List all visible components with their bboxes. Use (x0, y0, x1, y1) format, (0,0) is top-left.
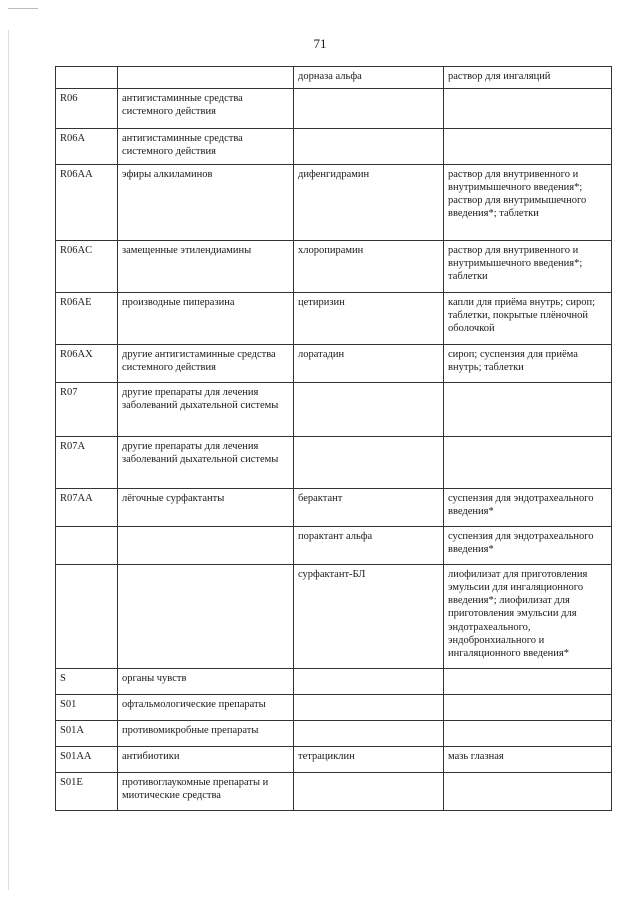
cell-drug (294, 773, 444, 811)
cell-name: другие препараты для лечения заболеваний дыхательной системы (118, 383, 294, 437)
cell-code: R06AX (56, 345, 118, 383)
cell-code (56, 565, 118, 669)
cell-drug (294, 695, 444, 721)
cell-name (118, 67, 294, 89)
cell-code: S01E (56, 773, 118, 811)
cell-code: R07AA (56, 489, 118, 527)
cell-code: R06AA (56, 165, 118, 241)
cell-code: R07A (56, 437, 118, 489)
cell-form: лиофилизат для приготовления эмульсии для ингаляционного введения*; лиофилизат для приготовления эмульсии для эндотрахеального, эндобронхиального и ингаляционного введения* (444, 565, 612, 669)
cell-name: замещенные этилендиамины (118, 241, 294, 293)
cell-form: суспензия для эндотрахеального введения* (444, 489, 612, 527)
cell-name: антибиотики (118, 747, 294, 773)
cell-drug: тетрациклин (294, 747, 444, 773)
cell-code: R07 (56, 383, 118, 437)
cell-name: производные пиперазина (118, 293, 294, 345)
table-row (56, 383, 612, 437)
cell-name: эфиры алкиламинов (118, 165, 294, 241)
cell-drug: хлоропирамин (294, 241, 444, 293)
cell-code: S01A (56, 721, 118, 747)
table-row (56, 129, 612, 165)
cell-code (56, 67, 118, 89)
cell-drug: лоратадин (294, 345, 444, 383)
cell-form (444, 129, 612, 165)
table-row (56, 565, 612, 669)
scan-artifact (8, 30, 9, 890)
table-row (56, 241, 612, 293)
cell-form (444, 721, 612, 747)
cell-code: R06AC (56, 241, 118, 293)
cell-name: другие препараты для лечения заболеваний дыхательной системы (118, 437, 294, 489)
cell-code: R06 (56, 89, 118, 129)
cell-form: раствор для внутривенного и внутримышечного введения*; таблетки (444, 241, 612, 293)
table-row (56, 437, 612, 489)
table-row (56, 527, 612, 565)
cell-form (444, 89, 612, 129)
table-row (56, 721, 612, 747)
cell-name: противомикробные препараты (118, 721, 294, 747)
table-row (56, 747, 612, 773)
cell-code: S01 (56, 695, 118, 721)
cell-form (444, 773, 612, 811)
scan-artifact (8, 8, 38, 9)
cell-form: суспензия для эндотрахеального введения* (444, 527, 612, 565)
cell-name: антигистаминные средства системного действия (118, 89, 294, 129)
cell-name: противоглаукомные препараты и миотические средства (118, 773, 294, 811)
cell-code: S (56, 669, 118, 695)
cell-drug: дифенгидрамин (294, 165, 444, 241)
cell-drug: порактант альфа (294, 527, 444, 565)
cell-name: другие антигистаминные средства системного действия (118, 345, 294, 383)
table-row (56, 67, 612, 89)
cell-drug (294, 129, 444, 165)
cell-drug (294, 437, 444, 489)
cell-drug: дорназа альфа (294, 67, 444, 89)
cell-code: R06A (56, 129, 118, 165)
cell-form (444, 437, 612, 489)
table-row (56, 293, 612, 345)
cell-name (118, 565, 294, 669)
table-row (56, 89, 612, 129)
cell-name (118, 527, 294, 565)
cell-drug (294, 669, 444, 695)
cell-form (444, 695, 612, 721)
table-row (56, 773, 612, 811)
cell-drug: цетиризин (294, 293, 444, 345)
cell-form: раствор для внутривенного и внутримышечного введения*; раствор для внутримышечного введения*; таблетки (444, 165, 612, 241)
drug-table (55, 66, 612, 811)
cell-form: капли для приёма внутрь; сироп; таблетки, покрытые плёночной оболочкой (444, 293, 612, 345)
cell-form: сироп; суспензия для приёма внутрь; таблетки (444, 345, 612, 383)
cell-name: лёгочные сурфактанты (118, 489, 294, 527)
cell-form (444, 669, 612, 695)
table-row (56, 345, 612, 383)
cell-code: S01AA (56, 747, 118, 773)
cell-form (444, 383, 612, 437)
cell-form: мазь глазная (444, 747, 612, 773)
cell-name: офтальмологические препараты (118, 695, 294, 721)
cell-name: антигистаминные средства системного действия (118, 129, 294, 165)
table-row (56, 669, 612, 695)
cell-code (56, 527, 118, 565)
table-row (56, 489, 612, 527)
cell-drug (294, 89, 444, 129)
page-number: 71 (313, 36, 327, 51)
cell-drug: берактант (294, 489, 444, 527)
cell-code: R06AE (56, 293, 118, 345)
table-row (56, 695, 612, 721)
table-row (56, 165, 612, 241)
cell-drug: сурфактант-БЛ (294, 565, 444, 669)
cell-drug (294, 721, 444, 747)
cell-name: органы чувств (118, 669, 294, 695)
cell-form: раствор для ингаляций (444, 67, 612, 89)
cell-drug (294, 383, 444, 437)
